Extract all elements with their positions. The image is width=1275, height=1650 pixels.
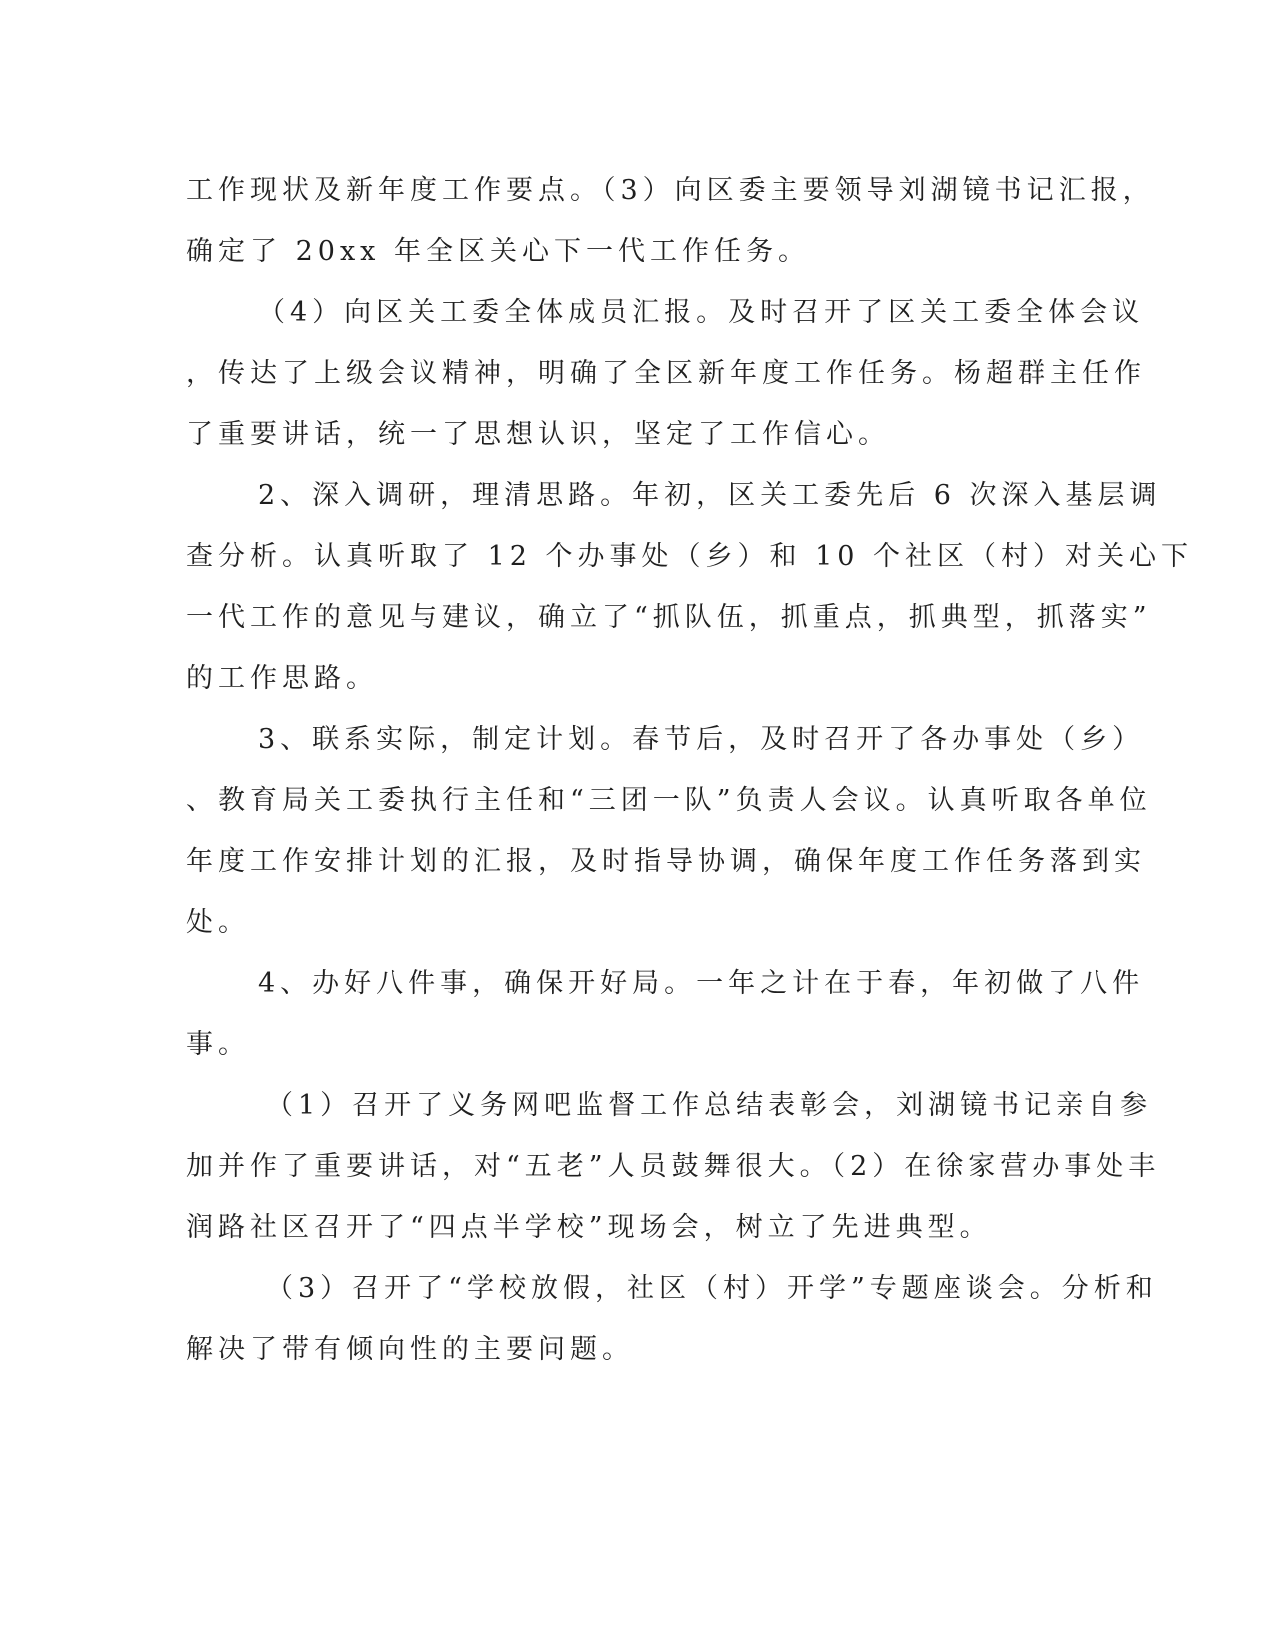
text-line: 加并作了重要讲话，对“五老”人员鼓舞很大。（2）在徐家营办事处丰 [186,1151,1161,1182]
paragraph-planning [186,709,1152,953]
text-line: 查分析。认真听取了 12 个办事处（乡）和 10 个社区（村）对关心下 [186,541,1194,572]
text-line: （3）召开了“学校放假，社区（村）开学”专题座谈会。分析和 [266,1273,1158,1304]
text-line: （4）向区关工委全体成员汇报。及时召开了区关工委全体会议 [258,297,1145,328]
text-line: 一代工作的意见与建议，确立了“抓队伍，抓重点，抓典型，抓落实” [186,602,1152,633]
text-line: （1）召开了义务网吧监督工作总结表彰会，刘湖镜书记亲自参 [266,1090,1153,1121]
paragraph-status-and-report [186,160,1155,282]
paragraph-research [186,465,1194,709]
text-line: 解决了带有倾向性的主要问题。 [186,1334,634,1365]
text-line: 2、深入调研，理清思路。年初，区关工委先后 6 次深入基层调 [258,480,1162,511]
text-line: 工作现状及新年度工作要点。（3）向区委主要领导刘湖镜书记汇报， [186,175,1155,206]
paragraph-item-3 [186,1258,1158,1380]
text-line: 处。 [186,907,250,938]
text-line: 、教育局关工委执行主任和“三团一队”负责人会议。认真听取各单位 [186,785,1152,816]
document-body [186,160,1194,1380]
text-line: 确定了 20xx 年全区关心下一代工作任务。 [186,236,810,267]
text-line: ，传达了上级会议精神，明确了全区新年度工作任务。杨超群主任作 [186,358,1146,389]
text-line: 的工作思路。 [186,663,378,694]
text-line: 事。 [186,1029,250,1060]
text-line: 3、联系实际，制定计划。春节后，及时召开了各办事处（乡） [258,724,1145,755]
paragraph-items-1-2 [186,1075,1161,1258]
text-line: 年度工作安排计划的汇报，及时指导协调，确保年度工作任务落到实 [186,846,1146,877]
text-line: 4、办好八件事，确保开好局。一年之计在于春，年初做了八件 [258,968,1145,999]
paragraph-eight-things [186,953,1145,1075]
paragraph-report-to-members [186,282,1146,465]
text-line: 润路社区召开了“四点半学校”现场会，树立了先进典型。 [186,1212,992,1243]
text-line: 了重要讲话，统一了思想认识，坚定了工作信心。 [186,419,890,450]
